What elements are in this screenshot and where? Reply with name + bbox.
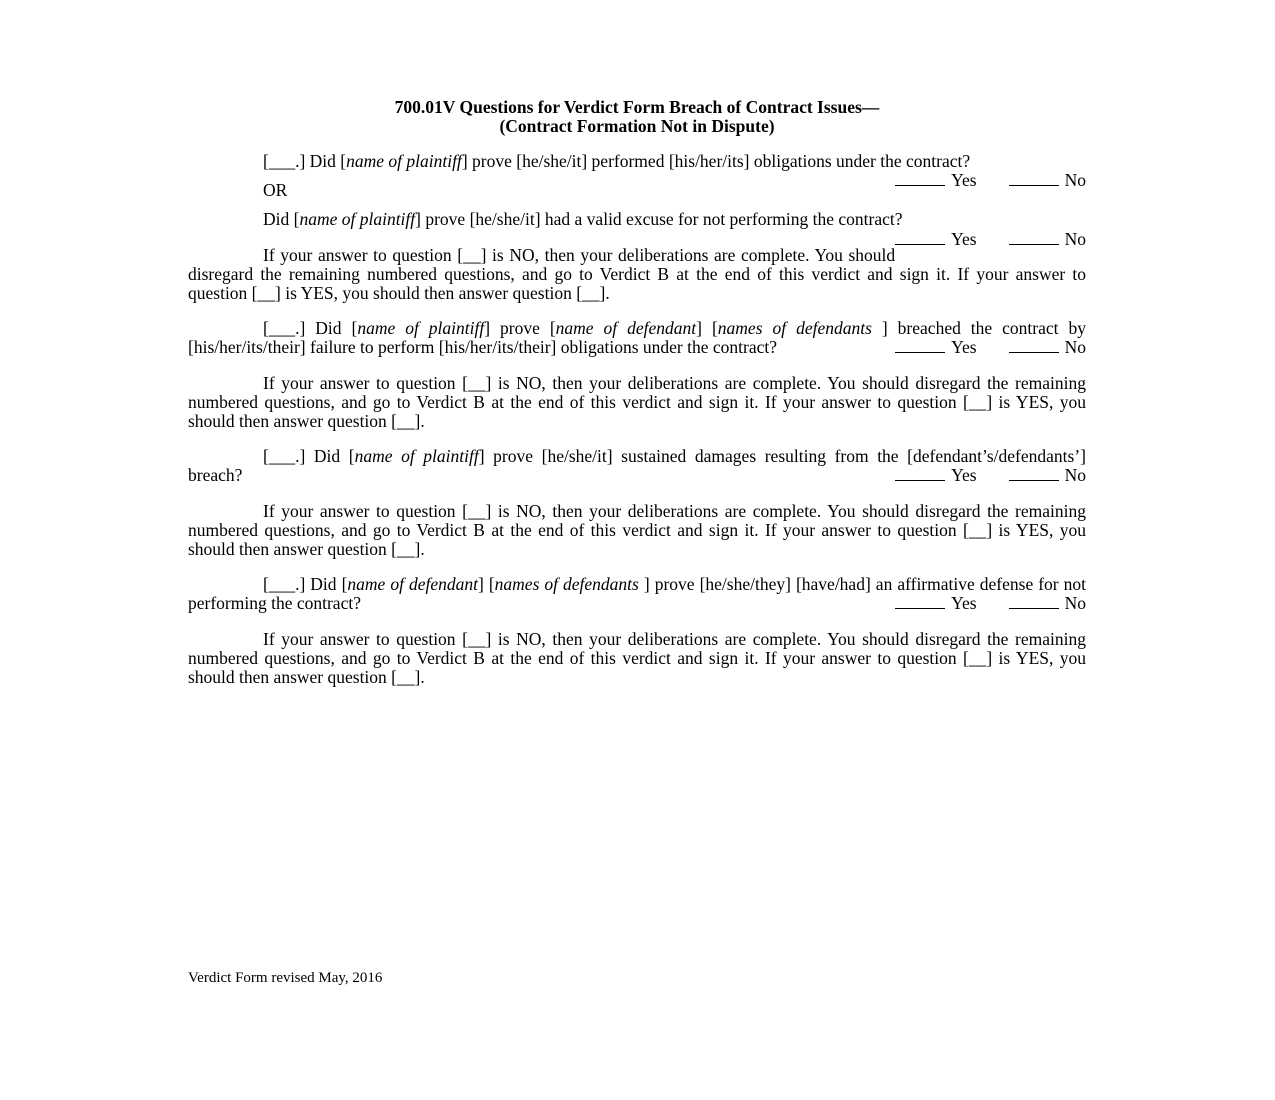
no-blank[interactable] — [1009, 594, 1059, 609]
yes-blank[interactable] — [895, 466, 945, 481]
yes-option[interactable]: Yes — [895, 594, 976, 613]
yes-blank[interactable] — [895, 594, 945, 609]
yes-option[interactable]: Yes — [895, 338, 976, 357]
no-blank[interactable] — [1009, 230, 1059, 245]
yes-option[interactable]: Yes — [895, 171, 976, 190]
answer-choices — [895, 230, 1086, 249]
yes-blank[interactable] — [895, 171, 945, 186]
answer-choices — [895, 466, 1086, 485]
question-1: [___.] Did [name of plaintiff] prove [he/she/it] performed [his/her/its] obligations under the contract? Yes No — [263, 151, 1086, 191]
document-page — [188, 98, 1086, 703]
page-footer: Verdict Form revised May, 2016 — [188, 970, 383, 986]
answer-choices — [895, 338, 1086, 357]
answer-choices — [895, 171, 1086, 190]
yes-blank[interactable] — [895, 230, 945, 245]
question-2: [___.] Did [name of plaintiff] prove [name of defendant] [names of defendants ] breached the contract by [his/her/its/their] failure to perform [his/her/its/their] obligations under the contract? Yes No — [188, 318, 1086, 358]
question-4: [___.] Did [name of defendant] [names of defendants ] prove [he/she/they] [have/had] an affirmative defense for not performing the contract? Yes No — [188, 574, 1087, 614]
page-title — [188, 98, 1086, 136]
no-option[interactable]: No — [1009, 171, 1086, 190]
yes-blank[interactable] — [895, 338, 945, 353]
no-blank[interactable] — [1009, 466, 1059, 481]
no-option[interactable]: No — [1009, 338, 1086, 357]
instruction-4: If your answer to question [__] is NO, then your deliberations are complete. You should disregard the remaining numbered questions, and go to Verdict B at the end of this verdict and sign it. If your answer to question [__] is YES, you should then answer question [__]. — [188, 628, 1086, 688]
answer-choices — [895, 594, 1086, 613]
no-option[interactable]: No — [1009, 594, 1086, 613]
yes-option[interactable]: Yes — [895, 230, 976, 249]
no-blank[interactable] — [1009, 338, 1059, 353]
yes-option[interactable]: Yes — [895, 466, 976, 485]
instruction-3: If your answer to question [__] is NO, then your deliberations are complete. You should disregard the remaining numbered questions, and go to Verdict B at the end of this verdict and sign it. If your answer to question [__] is YES, you should then answer question [__]. — [188, 500, 1086, 560]
instruction-1: If your answer to question [__] is NO, then your deliberations are complete. You should disregard the remaining numbered questions, and go to Verdict B at the end of this verdict and sign it. If your answer to question [__] is YES, you should then answer question [__]. — [188, 244, 1086, 304]
question-3: [___.] Did [name of plaintiff] prove [he/she/it] sustained damages resulting from the [defendant’s/defendants’] breach? Yes No — [188, 446, 1086, 486]
title-line-2: (Contract Formation Not in Dispute) — [499, 116, 775, 136]
no-option[interactable]: No — [1009, 466, 1086, 485]
or-label: OR — [263, 180, 288, 201]
no-option[interactable]: No — [1009, 230, 1086, 249]
title-line-1: 700.01V Questions for Verdict Form Breach of Contract Issues— — [394, 97, 880, 117]
instruction-2: If your answer to question [__] is NO, then your deliberations are complete. You should disregard the remaining numbered questions, and go to Verdict B at the end of this verdict and sign it. If your answer to question [__] is YES, you should then answer question [__]. — [188, 372, 1086, 432]
question-1b: Did [name of plaintiff] prove [he/she/it] had a valid excuse for not performing the contract? Yes No — [263, 209, 1086, 249]
no-blank[interactable] — [1009, 171, 1059, 186]
